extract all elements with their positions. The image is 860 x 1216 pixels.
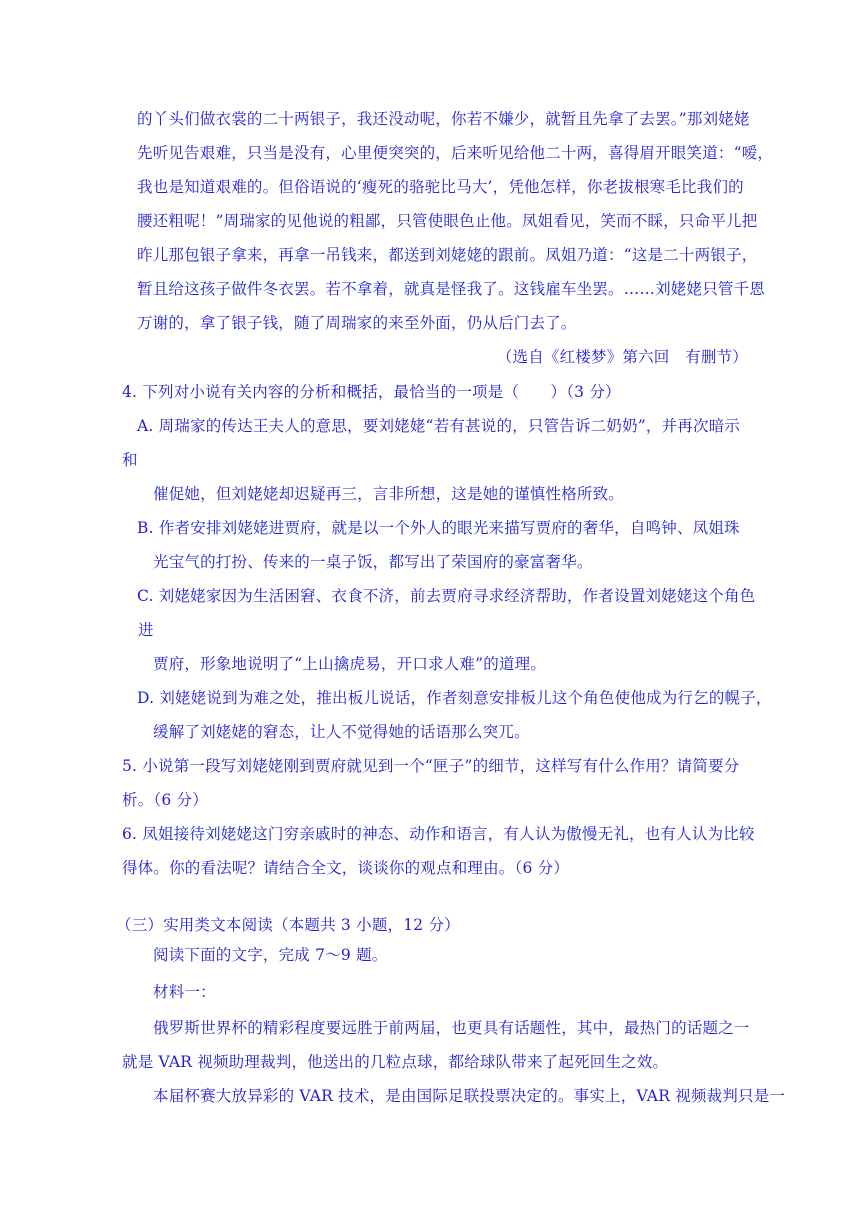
passage-source: （选自《红楼梦》第六回 有删节） bbox=[496, 348, 748, 366]
question-4-option-a-line-3: 催促她，但刘姥姥却迟疑再三，言非所想，这是她的谨慎性格所致。 bbox=[153, 485, 625, 503]
section-3-instruction: 阅读下面的文字，完成 7～9 题。 bbox=[153, 946, 388, 964]
material-1-label: 材料一： bbox=[153, 983, 216, 1001]
question-4-option-a-line-1: A. 周瑞家的传达王夫人的意思，要刘姥姥“若有甚说的，只管告诉二奶奶”，并再次暗示 bbox=[137, 417, 741, 435]
question-4-option-b-line-1: B. 作者安排刘姥姥进贾府，就是以一个外人的眼光来描写贾府的奢华，自鸣钟、凤姐珠 bbox=[137, 519, 740, 537]
question-4-option-c-line-3: 贾府，形象地说明了“上山擒虎易，开口求人难”的道理。 bbox=[153, 655, 547, 673]
material-1-paragraph-1-line-2: 就是 VAR 视频助理裁判，他送出的几粒点球，都给球队带来了起死回生之效。 bbox=[122, 1053, 669, 1071]
question-4-option-c-line-1: C. 刘姥姥家因为生活困窘、衣食不济，前去贾府寻求经济帮助，作者设置刘姥姥这个角色 bbox=[137, 587, 756, 605]
question-4-option-c-line-2: 进 bbox=[138, 621, 154, 639]
passage-line-7: 万谢的，拿了银子钱，随了周瑞家的来至外面，仍从后门去了。 bbox=[137, 314, 577, 332]
passage-line-5: 昨儿那包银子拿来，再拿一吊钱来，都送到刘姥姥的跟前。凤姐乃道：“这是二十两银子， bbox=[137, 246, 758, 264]
question-4-option-a-line-2: 和 bbox=[122, 451, 138, 469]
question-6-line-1: 6. 凤姐接待刘姥姥这门穷亲戚时的神态、动作和语言，有人认为傲慢无礼，也有人认为比较 bbox=[122, 825, 755, 843]
section-3-heading: （三）实用类文本阅读（本题共 3 小题，12 分） bbox=[116, 916, 460, 934]
question-4-option-b-line-2: 光宝气的打扮、传来的一桌子饭，都写出了荣国府的豪富奢华。 bbox=[153, 553, 593, 571]
question-4-option-d-line-2: 缓解了刘姥姥的窘态，让人不觉得她的话语那么突兀。 bbox=[153, 723, 530, 741]
passage-line-2: 先听见告艰难，只当是没有，心里便突突的，后来听见给他二十两，喜得眉开眼笑道：“嗳， bbox=[137, 144, 774, 162]
question-4-stem: 4. 下列对小说有关内容的分析和概括，最恰当的一项是（ ）（3 分） bbox=[122, 383, 621, 401]
question-5-line-1: 5. 小说第一段写刘姥姥刚到贾府就见到一个“匣子”的细节，这样写有什么作用？请简要分 bbox=[122, 757, 740, 775]
question-6-line-2: 得体。你的看法呢？请结合全文，谈谈你的观点和理由。（6 分） bbox=[122, 859, 570, 877]
question-5-line-2: 析。（6 分） bbox=[122, 791, 208, 809]
passage-line-4: 腰还粗呢！”周瑞家的见他说的粗鄙，只管使眼色止他。凤姐看见，笑而不睬，只命平儿把 bbox=[137, 212, 758, 230]
material-1-paragraph-1-line-1: 俄罗斯世界杯的精彩程度要远胜于前两届，也更具有话题性，其中，最热门的话题之一 bbox=[153, 1019, 750, 1037]
material-1-paragraph-2-line-1: 本届杯赛大放异彩的 VAR 技术，是由国际足联投票决定的。事实上，VAR 视频裁判只是一 bbox=[153, 1087, 786, 1105]
passage-line-1: 的丫头们做衣裳的二十两银子，我还没动呢，你若不嫌少，就暂且先拿了去罢。”那刘姥姥 bbox=[137, 110, 750, 128]
passage-line-6: 暂且给这孩子做件冬衣罢。若不拿着，就真是怪我了。这钱雇车坐罢。……刘姥姥只管千恩 bbox=[137, 280, 766, 298]
question-4-option-d-line-1: D. 刘姥姥说到为难之处，推出板儿说话，作者刻意安排板儿这个角色使他成为行乞的幌子， bbox=[137, 689, 772, 707]
passage-line-3: 我也是知道艰难的。但俗语说的‘瘦死的骆驼比马大’，凭他怎样，你老拔根寒毛比我们的 bbox=[137, 178, 744, 196]
